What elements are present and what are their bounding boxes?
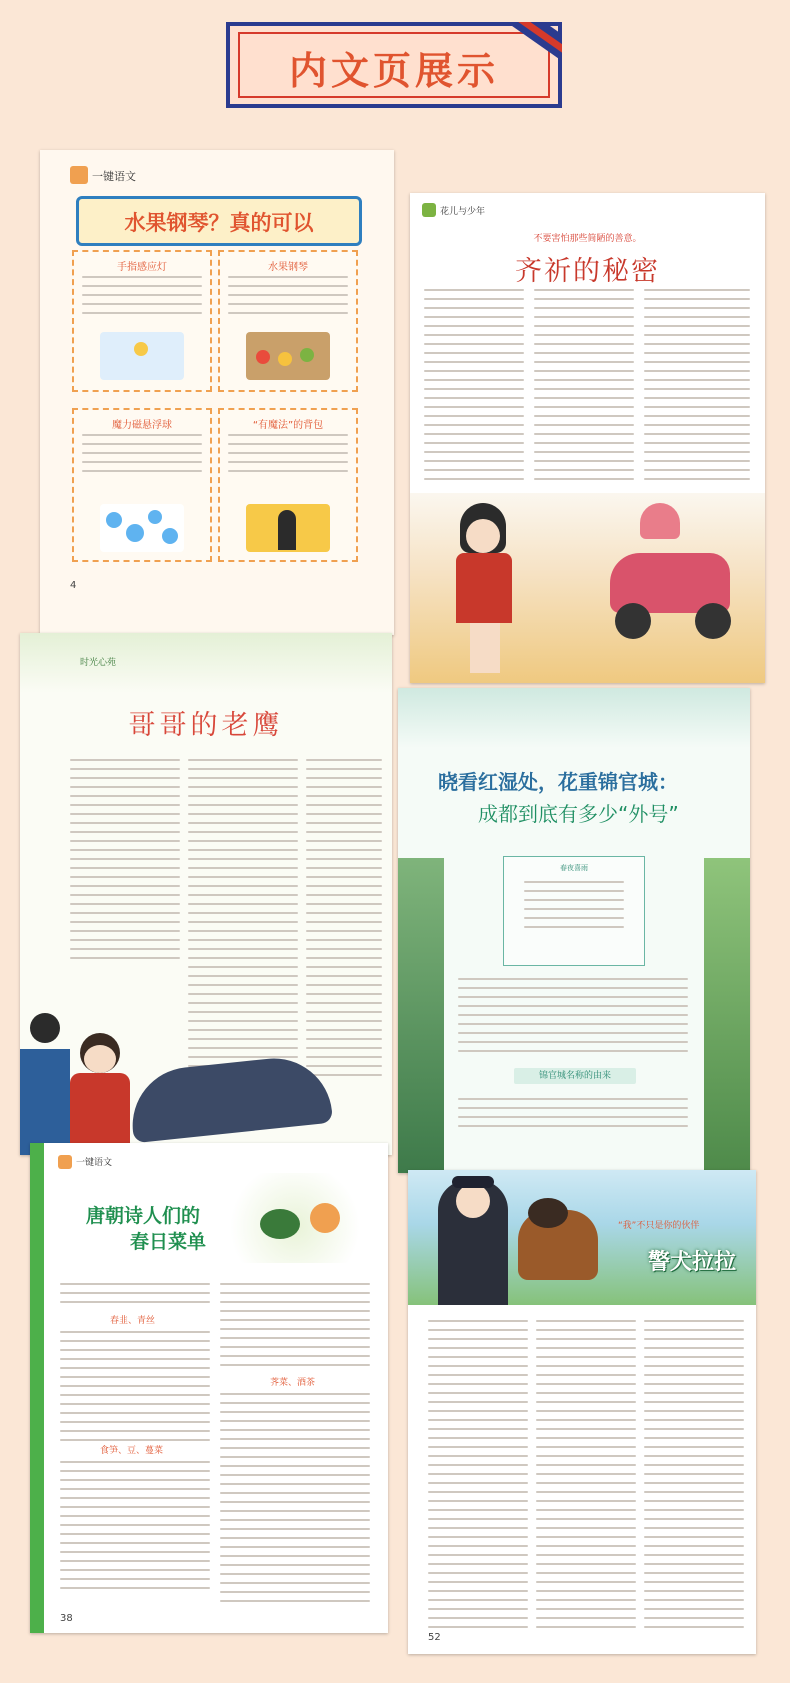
page-qiqi-secret — [410, 193, 765, 683]
card-title: “有魔法”的背包 — [252, 420, 324, 431]
page-fruit-piano — [40, 150, 394, 635]
text-column-1 — [70, 759, 180, 966]
card-finger-lamp — [72, 250, 212, 392]
text-column-1 — [424, 289, 524, 487]
card-magic-backpack — [218, 408, 358, 562]
lamp-image — [100, 332, 184, 380]
book-icon — [70, 166, 88, 184]
left-tree-decoration — [398, 858, 444, 1173]
green-side-bar — [30, 1143, 44, 1633]
text-paragraph-2 — [458, 1098, 688, 1134]
illustration-officer-and-dog — [408, 1170, 756, 1305]
text-column-2 — [534, 289, 634, 487]
backpack-image — [246, 504, 330, 552]
page-header: 时光心苑 — [80, 658, 117, 668]
right-tree-decoration — [704, 858, 750, 1173]
card-title: 魔力磁悬浮球 — [112, 420, 172, 431]
text-lines — [228, 434, 348, 479]
article-title-line2: 成都到底有多少“外号” — [478, 802, 679, 826]
book-icon — [58, 1155, 72, 1169]
page-police-dog — [408, 1170, 756, 1654]
text-column-1 — [428, 1320, 528, 1635]
flower-icon — [422, 203, 436, 217]
text-column-1 — [60, 1283, 210, 1310]
story-subtitle: “我”不只是你的伙伴 — [618, 1221, 700, 1231]
section-title: 荠菜、酒茶 — [270, 1378, 316, 1388]
section-title: 食笋、豆、蔓菜 — [100, 1446, 164, 1456]
banner-title: 内文页展示 — [288, 49, 499, 93]
page-brothers-eagle — [20, 633, 392, 1155]
text-column-2b — [220, 1393, 370, 1609]
article-title: 水果钢琴？真的可以 — [124, 211, 314, 235]
leaf-decoration — [20, 633, 392, 693]
cloud-decoration — [398, 688, 750, 748]
text-column-2 — [220, 1283, 370, 1373]
bubbles-image — [100, 504, 184, 552]
fruit-image — [246, 332, 330, 380]
article-title: 哥哥的老鹰 — [128, 710, 284, 741]
illustration-girl-and-scooter — [410, 493, 765, 683]
text-column-3 — [644, 1320, 744, 1635]
poem-box — [503, 856, 645, 966]
article-title-line2: 春日菜单 — [130, 1231, 207, 1253]
card-fruit-piano — [218, 250, 358, 392]
page-chengdu-nicknames — [398, 688, 750, 1173]
text-column-1c — [60, 1461, 210, 1596]
page-tang-poets-menu — [30, 1143, 388, 1633]
article-subtitle: 不要害怕那些简陋的善意。 — [533, 234, 642, 244]
story-title: 警犬拉拉 — [648, 1250, 737, 1275]
page-header: 一键语文 — [76, 1158, 113, 1168]
article-title: 齐祈的秘密 — [515, 256, 660, 287]
page-number: 38 — [60, 1613, 73, 1624]
article-heading-box — [76, 196, 362, 246]
text-column-2 — [188, 759, 298, 1083]
section-title: 春韭、青丝 — [110, 1316, 156, 1326]
article-title-line1: 唐朝诗人们的 — [86, 1205, 201, 1227]
section-heading-chip: 锦官城名称的由来 — [514, 1068, 636, 1084]
text-column-1b — [60, 1331, 210, 1448]
text-paragraph-1 — [458, 978, 688, 1059]
page-header: 花儿与少年 — [440, 207, 486, 217]
poem-title: 春夜喜雨 — [560, 864, 588, 872]
text-lines — [82, 276, 202, 321]
text-column-2 — [536, 1320, 636, 1635]
page-number: 52 — [428, 1632, 441, 1643]
card-title: 手指感应灯 — [117, 262, 167, 273]
food-illustration — [220, 1173, 370, 1263]
text-column-3 — [644, 289, 750, 487]
card-title: 水果钢琴 — [268, 262, 308, 273]
text-column-3 — [306, 759, 382, 1083]
text-lines — [228, 276, 348, 321]
header-banner — [226, 22, 562, 108]
page-header: 一键语文 — [92, 170, 136, 183]
text-lines — [82, 434, 202, 479]
poem-lines — [524, 881, 624, 935]
article-title-line1: 晓看红湿处，花重锦官城： — [438, 770, 678, 794]
page-number: 4 — [70, 580, 77, 591]
card-magnetic-ball — [72, 408, 212, 562]
